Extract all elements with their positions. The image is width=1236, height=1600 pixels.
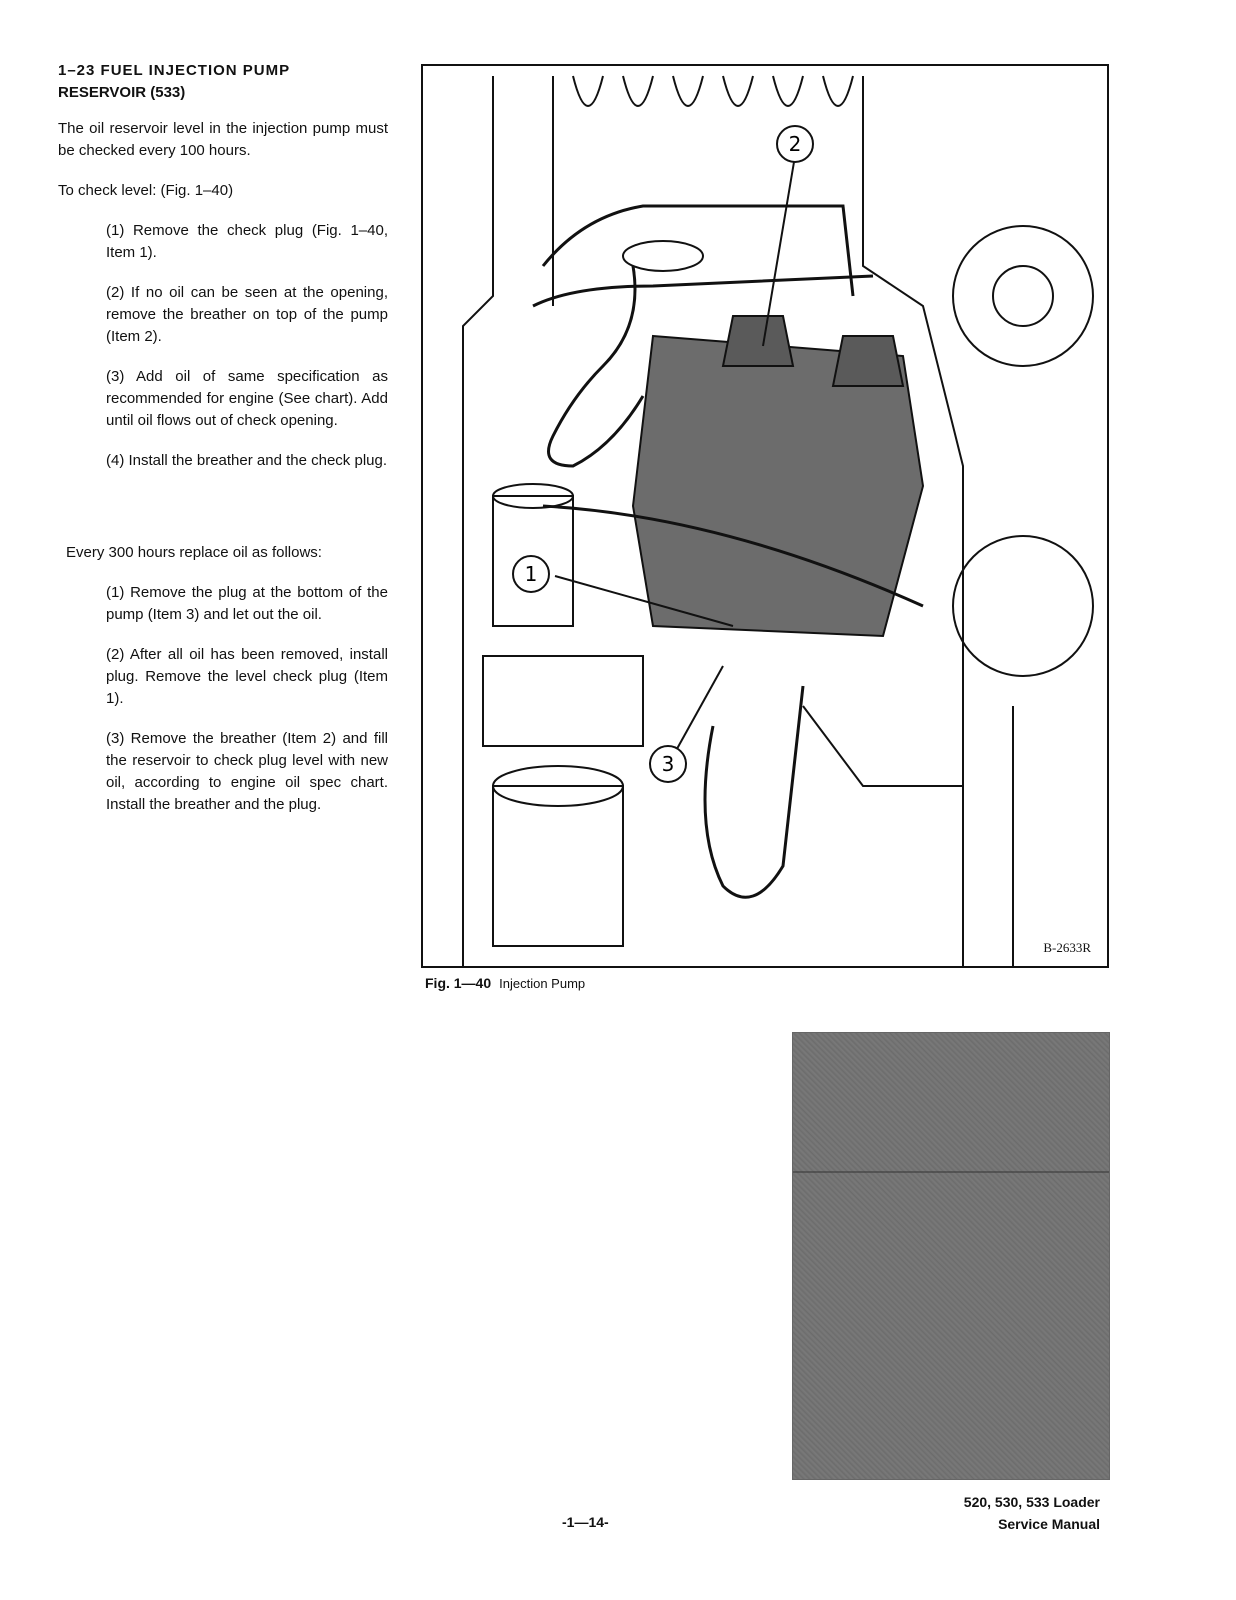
check-intro: To check level: (Fig. 1–40) xyxy=(58,182,234,199)
manual-title-line-1: 520, 530, 533 Loader xyxy=(963,1494,1100,1510)
injection-pump-drawing xyxy=(423,66,1107,966)
section-heading xyxy=(58,60,388,104)
check-step-4: (4) Install the breather and the check plug. xyxy=(106,452,388,469)
figure-caption-label: Fig. 1—40 xyxy=(425,975,492,991)
instructions-column xyxy=(58,60,388,834)
manual-title xyxy=(964,1491,1100,1535)
figure-code: B-2633R xyxy=(1043,940,1091,955)
intro-paragraph: The oil reservoir level in the injection pump must be checked every 100 hours. xyxy=(58,120,388,159)
replace-intro: Every 300 hours replace oil as follows: xyxy=(66,544,322,561)
replace-step-2: (2) After all oil has been removed, install plug. Remove the level check plug (Item 1). xyxy=(106,646,388,707)
photo-crease xyxy=(793,1171,1109,1173)
callout-1-label: 1 xyxy=(524,562,538,586)
figure-caption xyxy=(425,975,585,991)
check-step-3: (3) Add oil of same specification as recommended for engine (See chart). Add until oil flows out of check opening. xyxy=(106,368,388,429)
heading-line-1: 1–23 FUEL INJECTION PUMP xyxy=(58,62,291,79)
callout-3-label: 3 xyxy=(661,752,675,776)
figure-caption-text: Injection Pump xyxy=(499,976,586,991)
callout-2-label: 2 xyxy=(788,132,802,156)
injection-pump-figure xyxy=(421,64,1109,968)
halftone-photo-block xyxy=(792,1032,1110,1480)
replace-step-1: (1) Remove the plug at the bottom of the pump (Item 3) and let out the oil. xyxy=(106,584,388,623)
check-step-2: (2) If no oil can be seen at the opening, remove the breather on top of the pump (Item 2). xyxy=(106,284,388,345)
callout-1 xyxy=(513,556,549,592)
page-number: -1—14- xyxy=(562,1514,609,1530)
replace-step-3: (3) Remove the breather (Item 2) and fill the reservoir to check plug level with new oil, according to engine oil spec chart. Install the breather and the plug. xyxy=(106,730,388,813)
heading-line-2: RESERVOIR (533) xyxy=(58,84,186,101)
callout-2 xyxy=(777,126,813,162)
check-step-1: (1) Remove the check plug (Fig. 1–40, Item 1). xyxy=(106,222,388,261)
callout-3 xyxy=(650,746,686,782)
manual-title-line-2: Service Manual xyxy=(998,1516,1100,1532)
